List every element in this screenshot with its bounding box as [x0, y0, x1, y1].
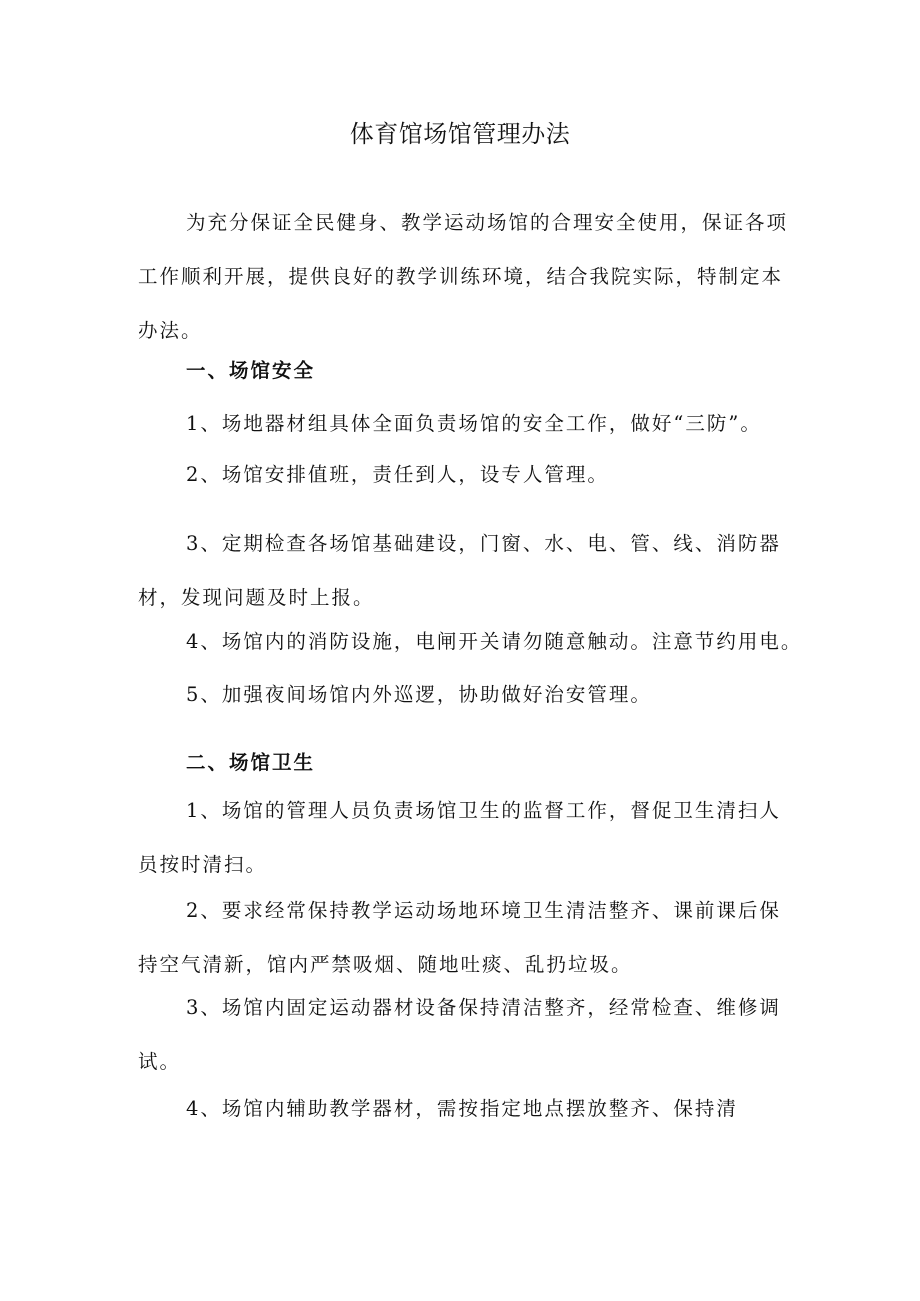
- section-heading-safety: [138, 344, 798, 398]
- list-item: [138, 884, 798, 992]
- list-item: [138, 615, 803, 669]
- list-item-line: 4、场馆内的消防设施，电闸开关请勿随意触动。注意节约用电。: [186, 630, 803, 653]
- intro-line: 办法。: [138, 319, 203, 342]
- intro-line: 为充分保证全民健身、教学运动场馆的合理安全使用，保证各项: [186, 211, 789, 234]
- list-item-line: 3、定期检查各场馆基础建设，门窗、水、电、管、线、消防器: [186, 532, 781, 555]
- list-item-line: 2、场馆安排值班，责任到人，设专人管理。: [186, 463, 609, 486]
- list-item: [138, 1082, 798, 1136]
- intro-paragraph: [138, 196, 798, 358]
- list-item: [138, 668, 798, 722]
- list-item-line: 5、加强夜间场馆内外巡逻，协助做好治安管理。: [186, 683, 652, 706]
- list-item-line: 4、场馆内辅助教学器材，需按指定地点摆放整齐、保持清: [186, 1097, 738, 1120]
- list-item-line: 员按时清扫。: [138, 853, 268, 876]
- list-item-line: 3、场馆内固定运动器材设备保持清洁整齐，经常检查、维修调: [186, 996, 781, 1019]
- list-item: [138, 981, 798, 1089]
- list-item: [138, 784, 798, 892]
- list-item: [138, 448, 798, 502]
- section-heading-text: 二、场馆卫生: [186, 751, 316, 774]
- list-item: [138, 397, 798, 451]
- section-heading-hygiene: [138, 736, 798, 790]
- list-item: [138, 517, 798, 625]
- list-item-line: 试。: [138, 1050, 182, 1073]
- section-heading-text: 一、场馆安全: [186, 359, 316, 382]
- list-item-line: 持空气清新，馆内严禁吸烟、随地吐痰、乱扔垃圾。: [138, 953, 633, 976]
- list-item-line: 2、要求经常保持教学运动场地环境卫生清洁整齐、课前课后保: [186, 899, 781, 922]
- list-item-line: 1、场馆的管理人员负责场馆卫生的监督工作，督促卫生清扫人: [186, 799, 781, 822]
- intro-line: 工作顺利开展，提供良好的教学训练环境，结合我院实际，特制定本: [138, 265, 784, 288]
- document-title: 体育馆场馆管理办法: [349, 120, 571, 148]
- list-item-line: 1、场地器材组具体全面负责场馆的安全工作，做好“三防”。: [186, 412, 762, 435]
- list-item-line: 材，发现问题及时上报。: [138, 586, 375, 609]
